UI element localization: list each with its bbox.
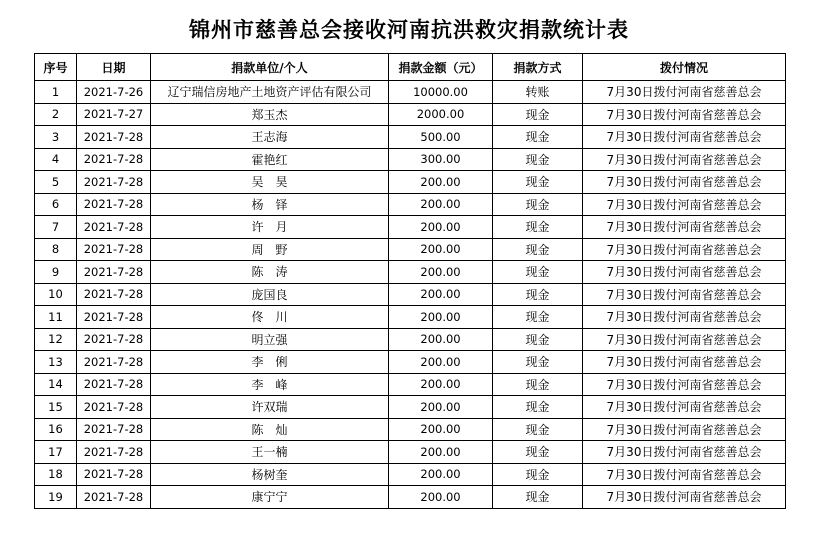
cell-method: 现金 — [493, 238, 583, 261]
cell-amount: 200.00 — [389, 441, 493, 464]
cell-donor: 王一楠 — [151, 441, 389, 464]
cell-donor: 郑玉杰 — [151, 103, 389, 126]
table-row — [35, 148, 786, 171]
cell-seq: 15 — [35, 396, 77, 419]
cell-amount: 200.00 — [389, 193, 493, 216]
cell-seq: 19 — [35, 486, 77, 509]
cell-payment: 7月30日拨付河南省慈善总会 — [583, 103, 786, 126]
cell-amount: 200.00 — [389, 328, 493, 351]
cell-donor: 许双瑞 — [151, 396, 389, 419]
cell-donor: 霍艳红 — [151, 148, 389, 171]
cell-seq: 11 — [35, 306, 77, 329]
cell-seq: 5 — [35, 171, 77, 194]
cell-donor: 陈 灿 — [151, 418, 389, 441]
cell-payment: 7月30日拨付河南省慈善总会 — [583, 351, 786, 374]
table-row — [35, 126, 786, 149]
cell-amount: 200.00 — [389, 351, 493, 374]
cell-seq: 6 — [35, 193, 77, 216]
table-header-row — [35, 54, 786, 81]
cell-payment: 7月30日拨付河南省慈善总会 — [583, 193, 786, 216]
cell-donor: 李 俐 — [151, 351, 389, 374]
cell-donor: 杨树奎 — [151, 463, 389, 486]
table-row — [35, 283, 786, 306]
cell-seq: 17 — [35, 441, 77, 464]
cell-method: 现金 — [493, 373, 583, 396]
cell-date: 2021-7-28 — [77, 148, 151, 171]
cell-method: 现金 — [493, 193, 583, 216]
cell-method: 现金 — [493, 351, 583, 374]
cell-payment: 7月30日拨付河南省慈善总会 — [583, 261, 786, 284]
cell-payment: 7月30日拨付河南省慈善总会 — [583, 328, 786, 351]
cell-donor: 庞国良 — [151, 283, 389, 306]
cell-date: 2021-7-28 — [77, 418, 151, 441]
table-row — [35, 463, 786, 486]
cell-seq: 3 — [35, 126, 77, 149]
cell-payment: 7月30日拨付河南省慈善总会 — [583, 306, 786, 329]
cell-method: 现金 — [493, 283, 583, 306]
cell-date: 2021-7-28 — [77, 283, 151, 306]
cell-amount: 200.00 — [389, 486, 493, 509]
page-title: 锦州市慈善总会接收河南抗洪救灾捐款统计表 — [189, 17, 629, 42]
cell-date: 2021-7-28 — [77, 328, 151, 351]
header-date: 日期 — [77, 54, 151, 81]
cell-method: 现金 — [493, 306, 583, 329]
table-row — [35, 328, 786, 351]
table-row — [35, 193, 786, 216]
cell-donor: 许 月 — [151, 216, 389, 239]
cell-donor: 周 野 — [151, 238, 389, 261]
cell-payment: 7月30日拨付河南省慈善总会 — [583, 216, 786, 239]
cell-seq: 12 — [35, 328, 77, 351]
cell-payment: 7月30日拨付河南省慈善总会 — [583, 486, 786, 509]
cell-seq: 8 — [35, 238, 77, 261]
table-row — [35, 396, 786, 419]
cell-payment: 7月30日拨付河南省慈善总会 — [583, 373, 786, 396]
cell-payment: 7月30日拨付河南省慈善总会 — [583, 418, 786, 441]
cell-date: 2021-7-28 — [77, 193, 151, 216]
cell-payment: 7月30日拨付河南省慈善总会 — [583, 396, 786, 419]
cell-payment: 7月30日拨付河南省慈善总会 — [583, 126, 786, 149]
cell-method: 现金 — [493, 148, 583, 171]
cell-method: 现金 — [493, 103, 583, 126]
cell-payment: 7月30日拨付河南省慈善总会 — [583, 463, 786, 486]
cell-payment: 7月30日拨付河南省慈善总会 — [583, 283, 786, 306]
cell-donor: 辽宁瑞信房地产土地资产评估有限公司 — [151, 81, 389, 104]
cell-donor: 杨 铎 — [151, 193, 389, 216]
cell-seq: 7 — [35, 216, 77, 239]
cell-method: 现金 — [493, 216, 583, 239]
cell-method: 现金 — [493, 126, 583, 149]
cell-date: 2021-7-28 — [77, 306, 151, 329]
cell-donor: 吴 昊 — [151, 171, 389, 194]
cell-amount: 10000.00 — [389, 81, 493, 104]
cell-amount: 200.00 — [389, 283, 493, 306]
cell-amount: 500.00 — [389, 126, 493, 149]
table-row — [35, 81, 786, 104]
cell-date: 2021-7-28 — [77, 351, 151, 374]
header-seq: 序号 — [35, 54, 77, 81]
cell-seq: 10 — [35, 283, 77, 306]
table-row — [35, 418, 786, 441]
cell-date: 2021-7-28 — [77, 238, 151, 261]
table-row — [35, 306, 786, 329]
cell-donor: 明立强 — [151, 328, 389, 351]
cell-method: 现金 — [493, 261, 583, 284]
cell-date: 2021-7-28 — [77, 441, 151, 464]
header-donor: 捐款单位/个人 — [151, 54, 389, 81]
cell-seq: 14 — [35, 373, 77, 396]
cell-date: 2021-7-28 — [77, 463, 151, 486]
table-row — [35, 486, 786, 509]
cell-payment: 7月30日拨付河南省慈善总会 — [583, 171, 786, 194]
cell-donor: 李 峰 — [151, 373, 389, 396]
table-row — [35, 238, 786, 261]
cell-date: 2021-7-28 — [77, 261, 151, 284]
cell-seq: 2 — [35, 103, 77, 126]
cell-method: 现金 — [493, 418, 583, 441]
cell-amount: 300.00 — [389, 148, 493, 171]
cell-seq: 1 — [35, 81, 77, 104]
cell-date: 2021-7-28 — [77, 171, 151, 194]
table-row — [35, 261, 786, 284]
header-payment: 拨付情况 — [583, 54, 786, 81]
cell-date: 2021-7-28 — [77, 486, 151, 509]
header-method: 捐款方式 — [493, 54, 583, 81]
cell-date: 2021-7-28 — [77, 373, 151, 396]
cell-method: 现金 — [493, 396, 583, 419]
cell-payment: 7月30日拨付河南省慈善总会 — [583, 148, 786, 171]
cell-amount: 200.00 — [389, 373, 493, 396]
table-body — [35, 81, 786, 509]
table-row — [35, 441, 786, 464]
cell-seq: 9 — [35, 261, 77, 284]
table-row — [35, 351, 786, 374]
cell-payment: 7月30日拨付河南省慈善总会 — [583, 81, 786, 104]
header-amount: 捐款金额（元） — [389, 54, 493, 81]
cell-amount: 200.00 — [389, 261, 493, 284]
cell-donor: 陈 涛 — [151, 261, 389, 284]
cell-date: 2021-7-26 — [77, 81, 151, 104]
cell-amount: 2000.00 — [389, 103, 493, 126]
cell-amount: 200.00 — [389, 418, 493, 441]
cell-method: 现金 — [493, 328, 583, 351]
cell-amount: 200.00 — [389, 396, 493, 419]
cell-amount: 200.00 — [389, 216, 493, 239]
table-row — [35, 103, 786, 126]
cell-payment: 7月30日拨付河南省慈善总会 — [583, 238, 786, 261]
cell-donor: 康宁宁 — [151, 486, 389, 509]
cell-method: 现金 — [493, 441, 583, 464]
cell-seq: 4 — [35, 148, 77, 171]
cell-amount: 200.00 — [389, 306, 493, 329]
table-row — [35, 373, 786, 396]
cell-payment: 7月30日拨付河南省慈善总会 — [583, 441, 786, 464]
cell-seq: 18 — [35, 463, 77, 486]
cell-method: 转账 — [493, 81, 583, 104]
cell-seq: 16 — [35, 418, 77, 441]
cell-method: 现金 — [493, 486, 583, 509]
cell-method: 现金 — [493, 463, 583, 486]
cell-date: 2021-7-27 — [77, 103, 151, 126]
table-row — [35, 216, 786, 239]
cell-method: 现金 — [493, 171, 583, 194]
table-row — [35, 171, 786, 194]
cell-donor: 王志海 — [151, 126, 389, 149]
cell-amount: 200.00 — [389, 238, 493, 261]
cell-amount: 200.00 — [389, 463, 493, 486]
cell-date: 2021-7-28 — [77, 396, 151, 419]
donation-table — [34, 53, 786, 509]
cell-date: 2021-7-28 — [77, 126, 151, 149]
cell-donor: 佟 川 — [151, 306, 389, 329]
cell-amount: 200.00 — [389, 171, 493, 194]
cell-seq: 13 — [35, 351, 77, 374]
cell-date: 2021-7-28 — [77, 216, 151, 239]
